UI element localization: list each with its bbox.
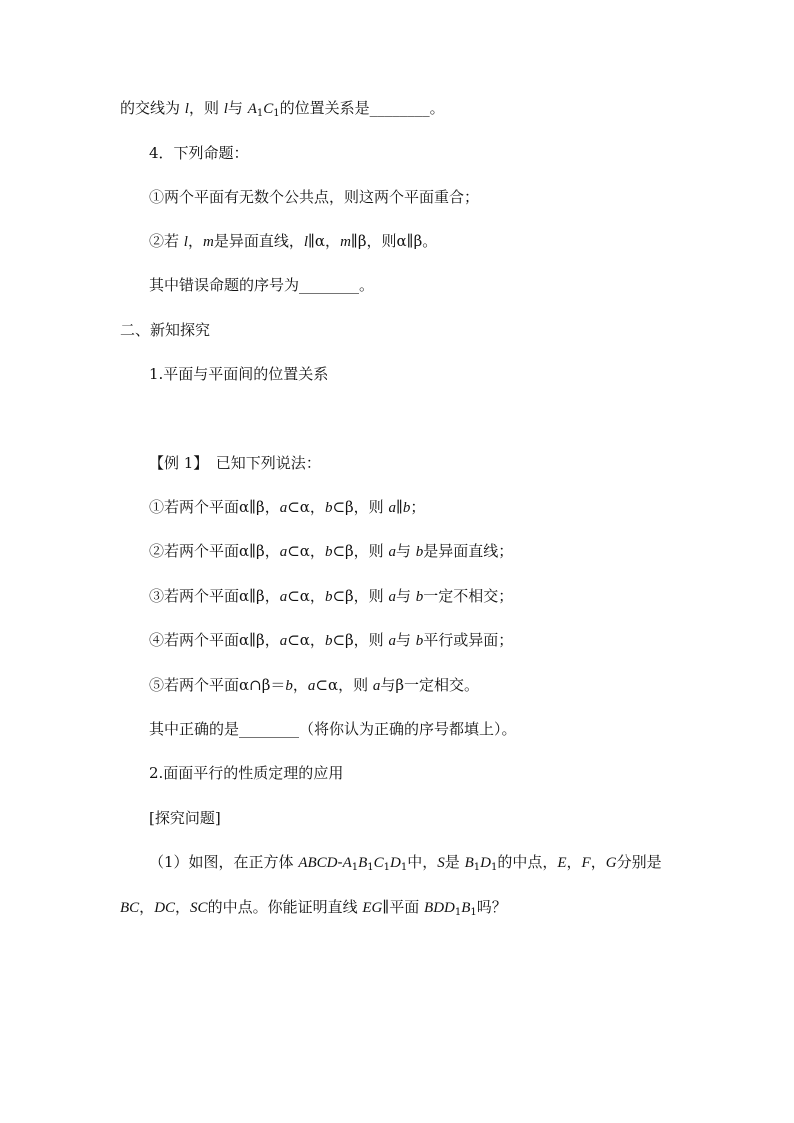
text-run: ④若两个平面α∥β，: [149, 631, 280, 649]
text-run: 的位置关系是________。: [279, 99, 445, 117]
text-run: ，: [292, 676, 308, 694]
math-symbol: a: [279, 589, 288, 605]
math-symbol: F: [581, 855, 591, 871]
text-run: （1）如图，在正方体: [149, 853, 299, 871]
text-run: ⊂α，: [287, 542, 325, 560]
math-symbol: m: [340, 234, 351, 250]
subscript: 1: [273, 108, 280, 119]
proposition-1: [149, 187, 479, 207]
math-symbol: BC: [120, 900, 140, 916]
text-run: ⊂α，: [287, 498, 325, 516]
math-symbol: S: [437, 855, 445, 871]
text-run: 其中正确的是________（将你认为正确的序号都填上）。: [149, 720, 517, 738]
math-symbol: b: [415, 633, 424, 649]
text-run: 二、新知探究: [120, 321, 211, 339]
subscript: 1: [256, 108, 264, 119]
explore-heading: [149, 808, 221, 828]
math-symbol: BDD: [424, 900, 455, 916]
math-symbol: a: [279, 633, 288, 649]
text-run: ①两个平面有无数个公共点，则这两个平面重合；: [149, 188, 480, 206]
math-symbol: b: [285, 678, 293, 694]
statement-1: [149, 497, 425, 518]
text-run: ⊂α，则: [315, 676, 373, 694]
math-symbol: a: [388, 544, 396, 560]
math-symbol: a: [388, 589, 396, 605]
example-1-prompt: [149, 719, 517, 739]
subscript: 1: [367, 862, 374, 873]
text-run: ∥: [395, 498, 403, 516]
text-run: -: [337, 853, 343, 871]
math-symbol: a: [279, 544, 288, 560]
text-run: ⊂β，则: [332, 587, 389, 605]
text-run: 分别是: [616, 853, 662, 871]
math-symbol: l: [303, 234, 308, 250]
math-symbol: b: [324, 500, 333, 516]
math-symbol: b: [324, 633, 333, 649]
proposition-2: [149, 231, 437, 252]
math-symbol: a: [307, 678, 316, 694]
text-run: 与: [395, 542, 416, 560]
math-symbol: a: [388, 633, 396, 649]
text-run: ⑤若两个平面α∩β＝: [149, 676, 286, 694]
explore-question-1-line-1: [149, 852, 662, 873]
math-symbol: ABCD: [298, 855, 338, 871]
math-symbol: a: [388, 500, 396, 516]
math-symbol: C: [373, 855, 384, 871]
text-run: ①若两个平面α∥β，: [149, 498, 280, 516]
text-run: ②若: [149, 232, 184, 250]
subsection-1-heading: [149, 364, 328, 384]
subscript: 1: [454, 907, 462, 918]
text-run: ②若两个平面α∥β，: [149, 542, 280, 560]
text-run: 4．下列命题：: [149, 144, 249, 162]
text-run: 是异面直线，: [213, 232, 304, 250]
math-symbol: C: [263, 101, 274, 117]
text-run: 吗？: [476, 898, 507, 916]
text-run: 的中点，: [497, 853, 558, 871]
math-symbol: l: [183, 234, 188, 250]
question-4-prompt: [149, 275, 374, 295]
subscript: 1: [351, 862, 359, 873]
text-run: [探究问题]: [149, 809, 221, 827]
math-symbol: G: [605, 855, 617, 871]
text-run: ；: [410, 498, 426, 516]
text-run: 一定不相交；: [423, 587, 514, 605]
text-run: 2.面面平行的性质定理的应用: [149, 764, 344, 782]
math-symbol: b: [324, 589, 333, 605]
text-run: ∥α，: [308, 232, 341, 250]
math-symbol: b: [324, 544, 333, 560]
text-run: ，: [175, 898, 191, 916]
text-run: ⊂β，则: [332, 498, 389, 516]
text-run: 其中错误命题的序号为________。: [149, 276, 375, 294]
text-run: ，: [590, 853, 606, 871]
text-run: 的中点。你能证明直线: [207, 898, 363, 916]
section-2-heading: [120, 320, 210, 340]
text-run: 【例 1】 已知下列说法：: [149, 454, 321, 472]
text-run: 与: [227, 99, 248, 117]
math-symbol: E: [557, 855, 567, 871]
statement-5: [149, 675, 479, 696]
text-run: ⊂α，: [287, 587, 325, 605]
text-run: ⊂α，: [287, 631, 325, 649]
text-run: 平行或异面；: [423, 631, 514, 649]
text-run: ，: [566, 853, 582, 871]
example-1-heading: [149, 453, 321, 473]
subscript: 1: [383, 862, 391, 873]
math-symbol: A: [247, 101, 257, 117]
subsection-2-heading: [149, 763, 343, 783]
text-run: ⊂β，则: [332, 631, 389, 649]
math-symbol: m: [202, 234, 214, 250]
math-symbol: b: [415, 544, 424, 560]
math-symbol: b: [402, 500, 411, 516]
subscript: 1: [400, 862, 408, 873]
math-symbol: a: [279, 500, 288, 516]
subscript: 1: [470, 907, 477, 918]
text-run: 与: [395, 587, 416, 605]
text-run: ⊂β，则: [332, 542, 389, 560]
text-run: 与: [395, 631, 416, 649]
text-run: 的交线为: [120, 99, 185, 117]
math-symbol: a: [372, 678, 381, 694]
question-4-heading: [149, 143, 249, 163]
math-symbol: A: [342, 855, 352, 871]
text-run: 与β一定相交。: [380, 676, 480, 694]
text-run: ∥β，则α∥β。: [350, 232, 438, 250]
math-symbol: l: [223, 101, 228, 117]
math-symbol: b: [415, 589, 424, 605]
text-run: 1.平面与平面间的位置关系: [149, 365, 329, 383]
text-run: ∥平面: [382, 898, 425, 916]
math-symbol: B: [464, 855, 474, 871]
math-symbol: DC: [154, 900, 176, 916]
statement-3: [149, 586, 513, 607]
text-run: 是异面直线；: [423, 542, 514, 560]
text-run: ③若两个平面α∥β，: [149, 587, 280, 605]
subscript: 1: [473, 862, 481, 873]
text-run: ，: [139, 898, 155, 916]
math-symbol: B: [461, 900, 471, 916]
statement-4: [149, 630, 513, 651]
text-run: ，: [187, 232, 203, 250]
explore-question-1-line-2: [120, 897, 507, 918]
text-run: 中，: [407, 853, 438, 871]
subscript: 1: [490, 862, 498, 873]
math-symbol: B: [358, 855, 368, 871]
continued-question-3: [120, 98, 445, 119]
statement-2: [149, 541, 513, 562]
text-run: 是: [444, 853, 465, 871]
math-symbol: l: [184, 101, 189, 117]
math-symbol: SC: [190, 900, 208, 916]
math-symbol: EG: [362, 900, 383, 916]
math-symbol: D: [390, 855, 401, 871]
math-symbol: D: [480, 855, 491, 871]
text-run: ，则: [188, 99, 224, 117]
